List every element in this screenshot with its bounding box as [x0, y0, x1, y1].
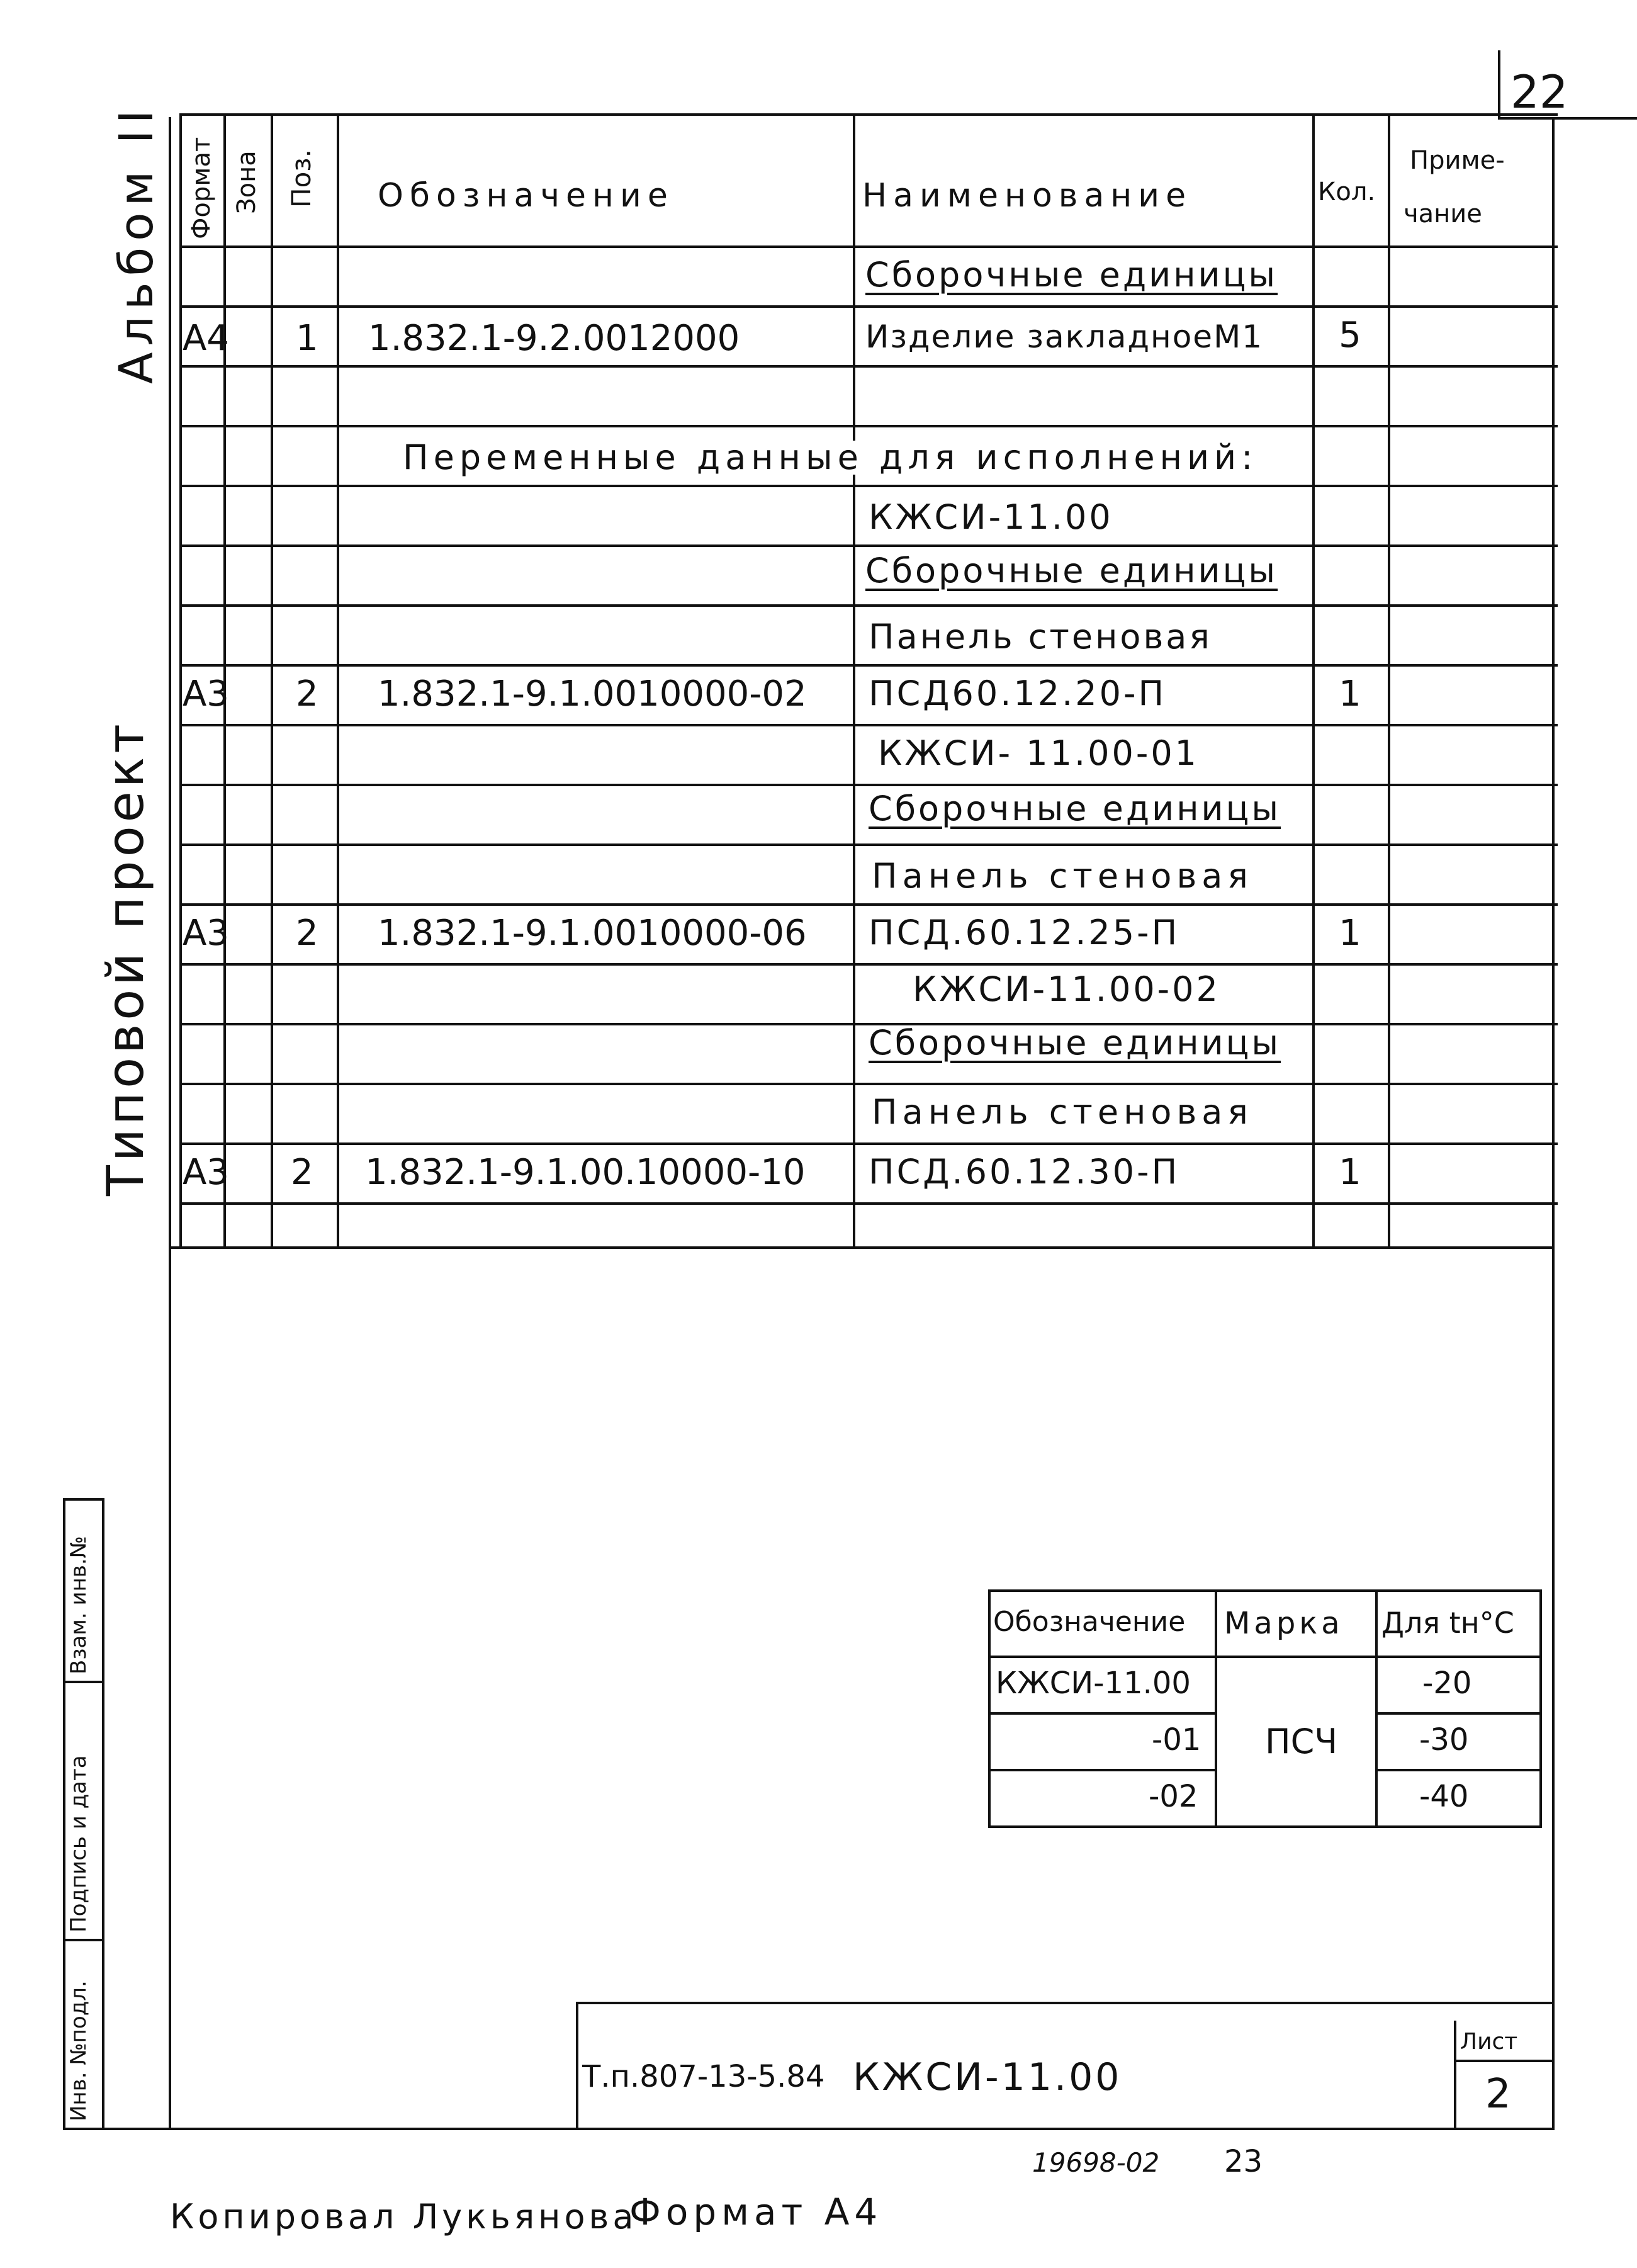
header-zone: Зона	[232, 150, 261, 214]
row-11-qty: 1	[1339, 913, 1361, 954]
row-1-designation: 1.832.1-9.2.0012000	[368, 318, 740, 359]
header-qty: Кол.	[1318, 178, 1376, 206]
variant-row-2-designation: -02	[1149, 1779, 1198, 1814]
row-15-qty: 1	[1339, 1152, 1361, 1193]
footer-page: 23	[1224, 2144, 1263, 2179]
header-pos: Поз.	[286, 149, 317, 208]
variant-table	[988, 1589, 1542, 1841]
row-13-name: Сборочные единицы	[869, 1023, 1281, 1063]
title-sheet-number: 2	[1485, 2071, 1511, 2118]
title-sheet-label: Лист	[1460, 2029, 1518, 2055]
variant-row-2-temp: -40	[1419, 1779, 1469, 1814]
row-7-pos: 2	[296, 674, 318, 714]
variant-header-designation: Обозначение	[993, 1606, 1186, 1638]
row-15-designation: 1.832.1-9.1.00.10000-10	[365, 1152, 806, 1193]
project-label: Типовой проект	[96, 720, 155, 1196]
footer-copied-by: Копировал Лукьянова	[170, 2197, 638, 2237]
row-4-name: КЖСИ-11.00	[869, 497, 1113, 537]
variant-row-1-designation: -01	[1152, 1722, 1201, 1757]
frame-bottom-border	[63, 2128, 1555, 2130]
row-10-name: Панель стеновая	[872, 856, 1253, 896]
variant-mark: ПСЧ	[1265, 1722, 1338, 1761]
header-note-line1: Приме-	[1410, 146, 1505, 175]
left-stamp	[63, 1498, 164, 2128]
title-code: Т.п.807-13-5.84	[582, 2059, 825, 2094]
title-block	[576, 2002, 1555, 2128]
header-note-line2: чание	[1404, 200, 1482, 228]
variant-row-0-temp: -20	[1422, 1666, 1472, 1701]
variant-row-1-temp: -30	[1419, 1722, 1469, 1757]
row-5-name: Сборочные единицы	[865, 551, 1278, 590]
row-15-format: А3	[183, 1152, 229, 1193]
footer-format: Формат А4	[629, 2191, 883, 2233]
variant-header-temp: Для tн°С	[1381, 1606, 1514, 1640]
title-designation: КЖСИ-11.00	[853, 2055, 1122, 2099]
row-15-name: ПСД.60.12.30-П	[869, 1152, 1180, 1192]
sheet-corner-number: 22	[1510, 65, 1568, 118]
row-15-pos: 2	[291, 1152, 313, 1193]
row-1-pos: 1	[296, 318, 318, 359]
row-7-name: ПСД60.12.20-П	[869, 674, 1167, 713]
row-11-designation: 1.832.1-9.1.0010000-06	[378, 913, 807, 954]
stamp-cell-inv: Инв. №подл.	[66, 1980, 91, 2121]
row-1-name: Изделие закладноеМ1	[865, 319, 1264, 355]
stamp-cell-podpis: Подпись и дата	[66, 1755, 91, 1932]
header-format: Формат	[187, 137, 216, 239]
row-7-designation: 1.832.1-9.1.0010000-02	[378, 674, 807, 714]
row-1-format: А4	[183, 318, 229, 359]
row-14-name: Панель стеновая	[872, 1092, 1253, 1132]
footer-archive-number: 19698-02	[1032, 2147, 1160, 2178]
row-11-name: ПСД.60.12.25-П	[869, 913, 1180, 952]
row-0-name: Сборочные единицы	[865, 255, 1278, 295]
row-6-name: Панель стеновая	[869, 617, 1212, 657]
header-designation: Обозначение	[378, 177, 674, 215]
row-12-name: КЖСИ-11.00-02	[913, 969, 1220, 1009]
album-label: Альбом II	[110, 103, 164, 384]
variant-row-0-designation: КЖСИ-11.00	[996, 1666, 1191, 1701]
row-11-pos: 2	[296, 913, 318, 954]
stamp-cell-vzam: Взам. инв.№	[66, 1535, 91, 1674]
row-9-name: Сборочные единицы	[869, 789, 1281, 828]
variable-data-caption: Переменные данные для исполнений:	[397, 441, 1264, 475]
header-name: Наименование	[862, 177, 1193, 215]
row-7-qty: 1	[1339, 674, 1361, 714]
row-11-format: А3	[183, 913, 229, 954]
variant-header-mark: Марка	[1224, 1606, 1344, 1641]
row-1-qty: 5	[1339, 315, 1361, 356]
row-7-format: А3	[183, 674, 229, 714]
row-8-name: КЖСИ- 11.00-01	[878, 733, 1200, 773]
